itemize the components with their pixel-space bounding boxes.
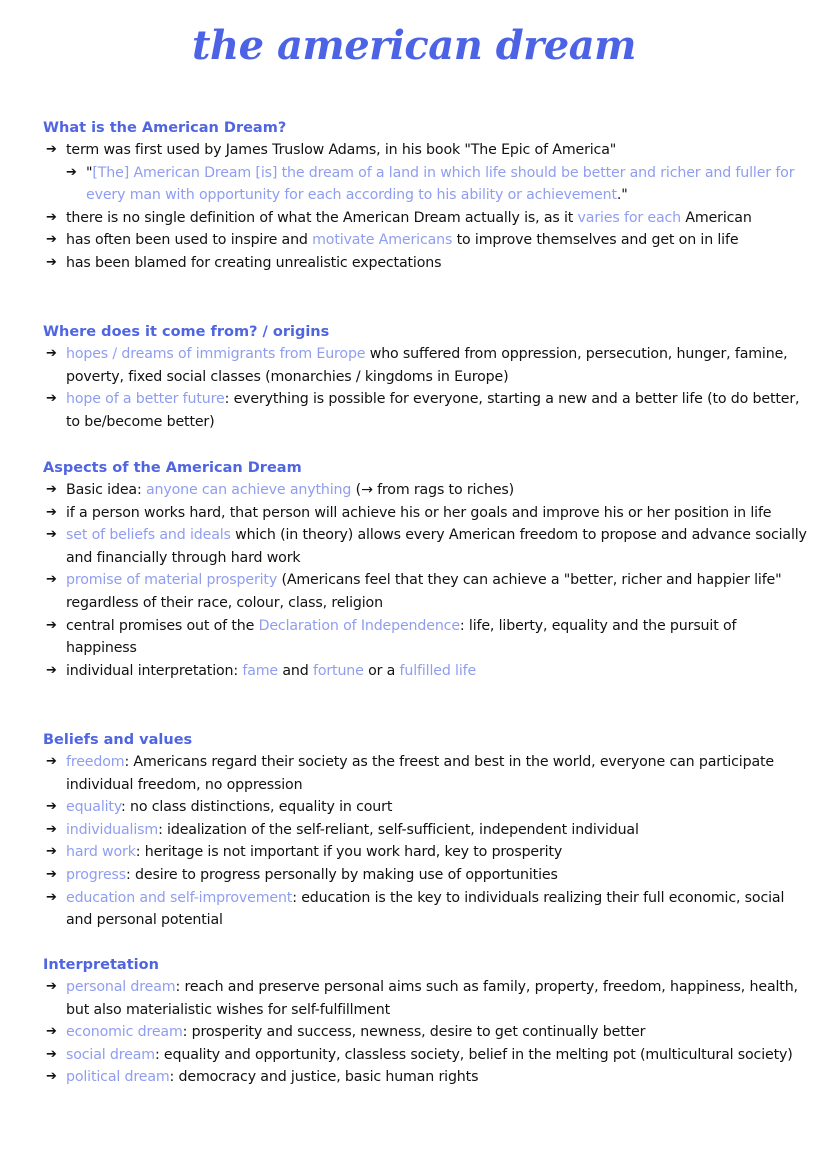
item-text: Basic idea: [66, 482, 146, 498]
section-interpretation [40, 955, 810, 1089]
arrow-right-icon: ➔ [46, 1069, 57, 1085]
item-text: American [681, 209, 752, 226]
item-text: if a person works hard, that person will achieve his or her goals and improve his or her position in life [66, 504, 772, 521]
item-text: term was first used by James Truslow Adams, in his book "The Epic of America" [66, 142, 617, 158]
item-text: (→ from rags to riches) [351, 482, 515, 498]
highlighted-term: varies for each [577, 209, 682, 226]
section-beliefs [40, 730, 810, 932]
list-item [40, 819, 810, 842]
list-item [40, 841, 810, 864]
item-text: : prosperity and success, newness, desire to get continually better [182, 1024, 646, 1041]
bullet-list [40, 343, 810, 433]
list-item [40, 1021, 810, 1044]
section-aspects [40, 458, 810, 682]
arrow-right-icon: ➔ [46, 572, 57, 588]
arrow-right-icon: ➔ [46, 142, 57, 157]
list-item [40, 660, 810, 683]
item-text: has been blamed for creating unrealistic expectations [66, 254, 442, 271]
bullet-list [40, 139, 810, 275]
list-item [40, 139, 810, 162]
list-item [40, 615, 810, 660]
arrow-right-icon: ➔ [46, 889, 57, 905]
list-item [40, 207, 810, 230]
section-origins [40, 322, 810, 433]
list-item [40, 388, 810, 433]
list-item [40, 229, 810, 252]
section-heading: Beliefs and values [43, 732, 193, 748]
item-text: to improve themselves and get on in life [452, 232, 739, 249]
highlighted-term: fulfilled life [399, 662, 477, 679]
list-item [40, 252, 810, 275]
list-item [40, 502, 810, 525]
highlighted-term: individualism [66, 821, 159, 838]
highlighted-term: [The] American Dream [is] the dream of a land in which life should be better and richer and fuller for every man with opportunity for each according to his ability or achievement [86, 164, 795, 204]
arrow-right-icon: ➔ [46, 527, 57, 543]
list-item [40, 524, 810, 569]
item-text: : reach and preserve personal aims such as family, property, freedom, happiness, health, but also materialistic wishes for self-fulfillment [66, 979, 798, 1018]
section-heading: Interpretation [43, 957, 159, 973]
item-text: : equality and opportunity, classless society, belief in the melting pot (multicultural society) [154, 1046, 793, 1063]
highlighted-term: motivate Americans [312, 232, 453, 249]
arrow-right-icon: ➔ [46, 662, 57, 678]
item-text: individual interpretation: [66, 662, 243, 679]
item-text: or a [363, 662, 400, 679]
arrow-right-icon: ➔ [46, 391, 57, 407]
item-text: : democracy and justice, basic human rights [169, 1069, 479, 1086]
highlighted-term: set of beliefs and ideals [66, 527, 231, 544]
list-item [40, 796, 810, 819]
item-text: : no class distinctions, equality in court [121, 799, 393, 816]
highlighted-term: social dream [66, 1046, 155, 1063]
arrow-right-icon: ➔ [46, 504, 57, 520]
section-heading: What is the American Dream? [43, 120, 287, 136]
item-text: (Americans feel that they can achieve a "better, richer and happier life" regardless of their race, colour, class, religion [66, 572, 782, 611]
arrow-right-icon: ➔ [46, 821, 57, 837]
list-item [40, 887, 810, 932]
item-text: who suffered from oppression, persecution, hunger, famine, poverty, fixed social classes (monarchies / kingdoms in Europe) [66, 346, 788, 385]
arrow-right-icon: ➔ [46, 979, 57, 994]
bullet-list [40, 479, 810, 682]
item-text: : education is the key to individuals realizing their full economic, social and personal potential [66, 889, 785, 929]
arrow-right-icon: ➔ [46, 346, 57, 361]
highlighted-term: Declaration of Independence [258, 617, 460, 634]
highlighted-term: education and self-improvement [66, 889, 293, 906]
item-text: which (in theory) allows every American freedom to propose and advance socially and financially through hard work [66, 527, 807, 566]
arrow-right-icon: ➔ [46, 866, 57, 882]
arrow-right-icon: ➔ [46, 799, 57, 815]
highlighted-term: personal dream [66, 979, 176, 995]
list-item [40, 343, 810, 388]
page-title: the american dream [192, 22, 636, 69]
list-item [40, 569, 810, 614]
highlighted-term: fame [242, 662, 278, 679]
highlighted-term: anyone can achieve anything [145, 482, 352, 498]
list-item [40, 1066, 810, 1089]
item-text: : life, liberty, equality and the pursuit of happiness [66, 617, 737, 657]
item-text: " [86, 164, 93, 181]
section-heading: Where does it come from? / origins [43, 324, 330, 340]
arrow-right-icon: ➔ [46, 254, 57, 270]
highlighted-term: political dream [66, 1069, 170, 1086]
highlighted-term: economic dream [66, 1024, 183, 1041]
arrow-right-icon: ➔ [46, 1046, 57, 1062]
item-text: has often been used to inspire and [66, 232, 313, 249]
bullet-list [40, 751, 810, 932]
arrow-right-icon: ➔ [46, 754, 57, 769]
item-text: : idealization of the self-reliant, self-sufficient, independent individual [158, 821, 639, 838]
arrow-right-icon: ➔ [46, 844, 57, 860]
section-heading: Aspects of the American Dream [43, 460, 302, 476]
item-text: : Americans regard their society as the freest and best in the world, everyone can participate individual freedom, no oppression [66, 754, 774, 793]
list-item [40, 976, 810, 1021]
item-text: central promises out of the [66, 617, 259, 634]
arrow-right-icon: ➔ [46, 482, 57, 497]
highlighted-term: hope of a better future [66, 391, 225, 408]
item-text: : everything is possible for everyone, starting a new and a better life (to do better, to be/become better) [66, 391, 800, 430]
item-text: ." [616, 187, 628, 204]
arrow-right-icon: ➔ [46, 617, 57, 633]
item-text: there is no single definition of what the American Dream actually is, as it [66, 209, 578, 226]
item-text: : heritage is not important if you work hard, key to prosperity [135, 844, 563, 861]
highlighted-term: progress [66, 866, 127, 883]
highlighted-term: fortune [312, 662, 364, 679]
highlighted-term: hopes / dreams of immigrants from Europe [66, 346, 366, 362]
list-item [40, 751, 810, 796]
highlighted-term: equality [66, 799, 122, 816]
bullet-list [40, 976, 810, 1089]
section-what-is [40, 118, 810, 275]
list-item [40, 864, 810, 887]
arrow-right-icon: ➔ [66, 164, 77, 180]
arrow-right-icon: ➔ [46, 209, 57, 225]
highlighted-term: freedom [66, 754, 125, 770]
quote-item [40, 162, 810, 207]
arrow-right-icon: ➔ [46, 1024, 57, 1040]
list-item [40, 479, 810, 502]
item-text: : desire to progress personally by making use of opportunities [126, 866, 558, 883]
arrow-right-icon: ➔ [46, 232, 57, 248]
item-text: and [278, 662, 313, 679]
list-item [40, 1044, 810, 1067]
highlighted-term: hard work [66, 844, 136, 861]
highlighted-term: promise of material prosperity [66, 572, 278, 589]
